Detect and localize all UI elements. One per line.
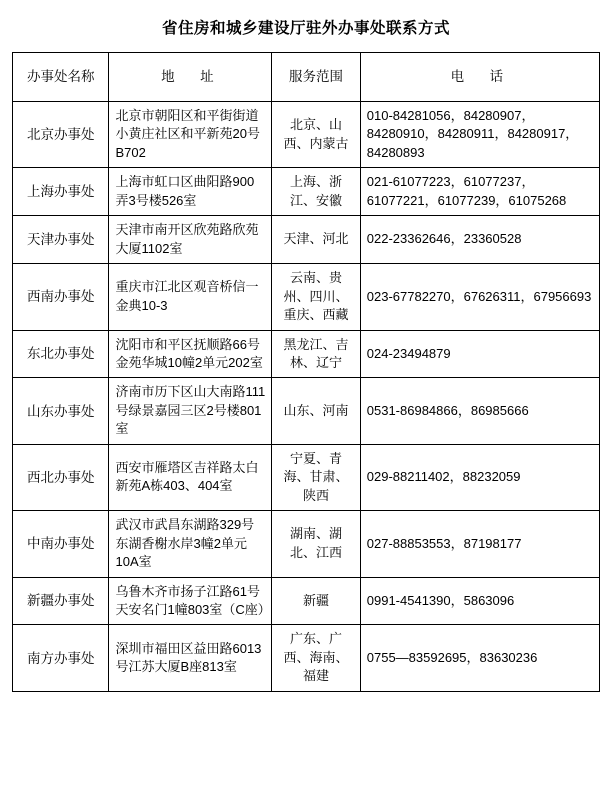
table-row xyxy=(13,511,600,577)
cell-office-scope: 宁夏、青海、甘肃、陕西 xyxy=(272,444,360,510)
cell-office-scope: 新疆 xyxy=(272,577,360,625)
cell-office-name: 天津办事处 xyxy=(13,216,109,264)
cell-office-address: 重庆市江北区观音桥信一金典10-3 xyxy=(109,264,272,330)
cell-office-address: 深圳市福田区益田路6013号江苏大厦B座813室 xyxy=(109,625,272,691)
table-row xyxy=(13,102,600,168)
table-row xyxy=(13,216,600,264)
cell-office-phone: 0991-4541390，5863096 xyxy=(360,577,599,625)
cell-office-phone: 0755—83592695，83630236 xyxy=(360,625,599,691)
contacts-table xyxy=(12,52,600,692)
cell-office-scope: 湖南、湖北、江西 xyxy=(272,511,360,577)
cell-office-address: 沈阳市和平区抚顺路66号金苑华城10幢2单元202室 xyxy=(109,330,272,378)
table-row xyxy=(13,378,600,444)
cell-office-address: 济南市历下区山大南路111号绿景嘉园三区2号楼801室 xyxy=(109,378,272,444)
cell-office-name: 南方办事处 xyxy=(13,625,109,691)
table-row xyxy=(13,625,600,691)
table-row xyxy=(13,264,600,330)
cell-office-name: 西南办事处 xyxy=(13,264,109,330)
cell-office-name: 东北办事处 xyxy=(13,330,109,378)
cell-office-name: 中南办事处 xyxy=(13,511,109,577)
cell-office-phone: 0531-86984866，86985666 xyxy=(360,378,599,444)
column-header-scope: 服务范围 xyxy=(272,53,360,102)
cell-office-address: 上海市虹口区曲阳路900弄3号楼526室 xyxy=(109,168,272,216)
cell-office-scope: 黑龙江、吉林、辽宁 xyxy=(272,330,360,378)
column-header-name: 办事处名称 xyxy=(13,53,109,102)
cell-office-scope: 广东、广西、海南、福建 xyxy=(272,625,360,691)
cell-office-phone: 024-23494879 xyxy=(360,330,599,378)
cell-office-scope: 北京、山西、内蒙古 xyxy=(272,102,360,168)
cell-office-phone: 010-84281056，84280907，84280910，84280911，84280917，84280893 xyxy=(360,102,599,168)
cell-office-name: 上海办事处 xyxy=(13,168,109,216)
cell-office-address: 乌鲁木齐市扬子江路61号天安名门1幢803室（C座） xyxy=(109,577,272,625)
cell-office-scope: 云南、贵州、四川、重庆、西藏 xyxy=(272,264,360,330)
column-header-phone: 电 话 xyxy=(360,53,599,102)
cell-office-name: 北京办事处 xyxy=(13,102,109,168)
table-body xyxy=(13,102,600,692)
table-container xyxy=(0,52,612,692)
cell-office-name: 山东办事处 xyxy=(13,378,109,444)
cell-office-scope: 山东、河南 xyxy=(272,378,360,444)
cell-office-scope: 上海、浙江、安徽 xyxy=(272,168,360,216)
column-header-address: 地 址 xyxy=(109,53,272,102)
table-row xyxy=(13,577,600,625)
cell-office-name: 新疆办事处 xyxy=(13,577,109,625)
table-header xyxy=(13,53,600,102)
header-row xyxy=(13,53,600,102)
table-row xyxy=(13,444,600,510)
page-title: 省住房和城乡建设厅驻外办事处联系方式 xyxy=(161,20,450,37)
cell-office-address: 西安市雁塔区吉祥路太白新苑A栋403、404室 xyxy=(109,444,272,510)
cell-office-phone: 021-61077223，61077237，61077221，61077239，61075268 xyxy=(360,168,599,216)
cell-office-address: 天津市南开区欣苑路欣苑大厦1102室 xyxy=(109,216,272,264)
cell-office-address: 武汉市武昌东湖路329号东湖香榭水岸3幢2单元10A室 xyxy=(109,511,272,577)
cell-office-address: 北京市朝阳区和平街街道小黄庄社区和平新苑20号B702 xyxy=(109,102,272,168)
cell-office-name: 西北办事处 xyxy=(13,444,109,510)
cell-office-phone: 029-88211402，88232059 xyxy=(360,444,599,510)
cell-office-phone: 027-88853553，87198177 xyxy=(360,511,599,577)
table-row xyxy=(13,168,600,216)
cell-office-phone: 022-23362646，23360528 xyxy=(360,216,599,264)
cell-office-scope: 天津、河北 xyxy=(272,216,360,264)
table-row xyxy=(13,330,600,378)
cell-office-phone: 023-67782270，67626311，67956693 xyxy=(360,264,599,330)
